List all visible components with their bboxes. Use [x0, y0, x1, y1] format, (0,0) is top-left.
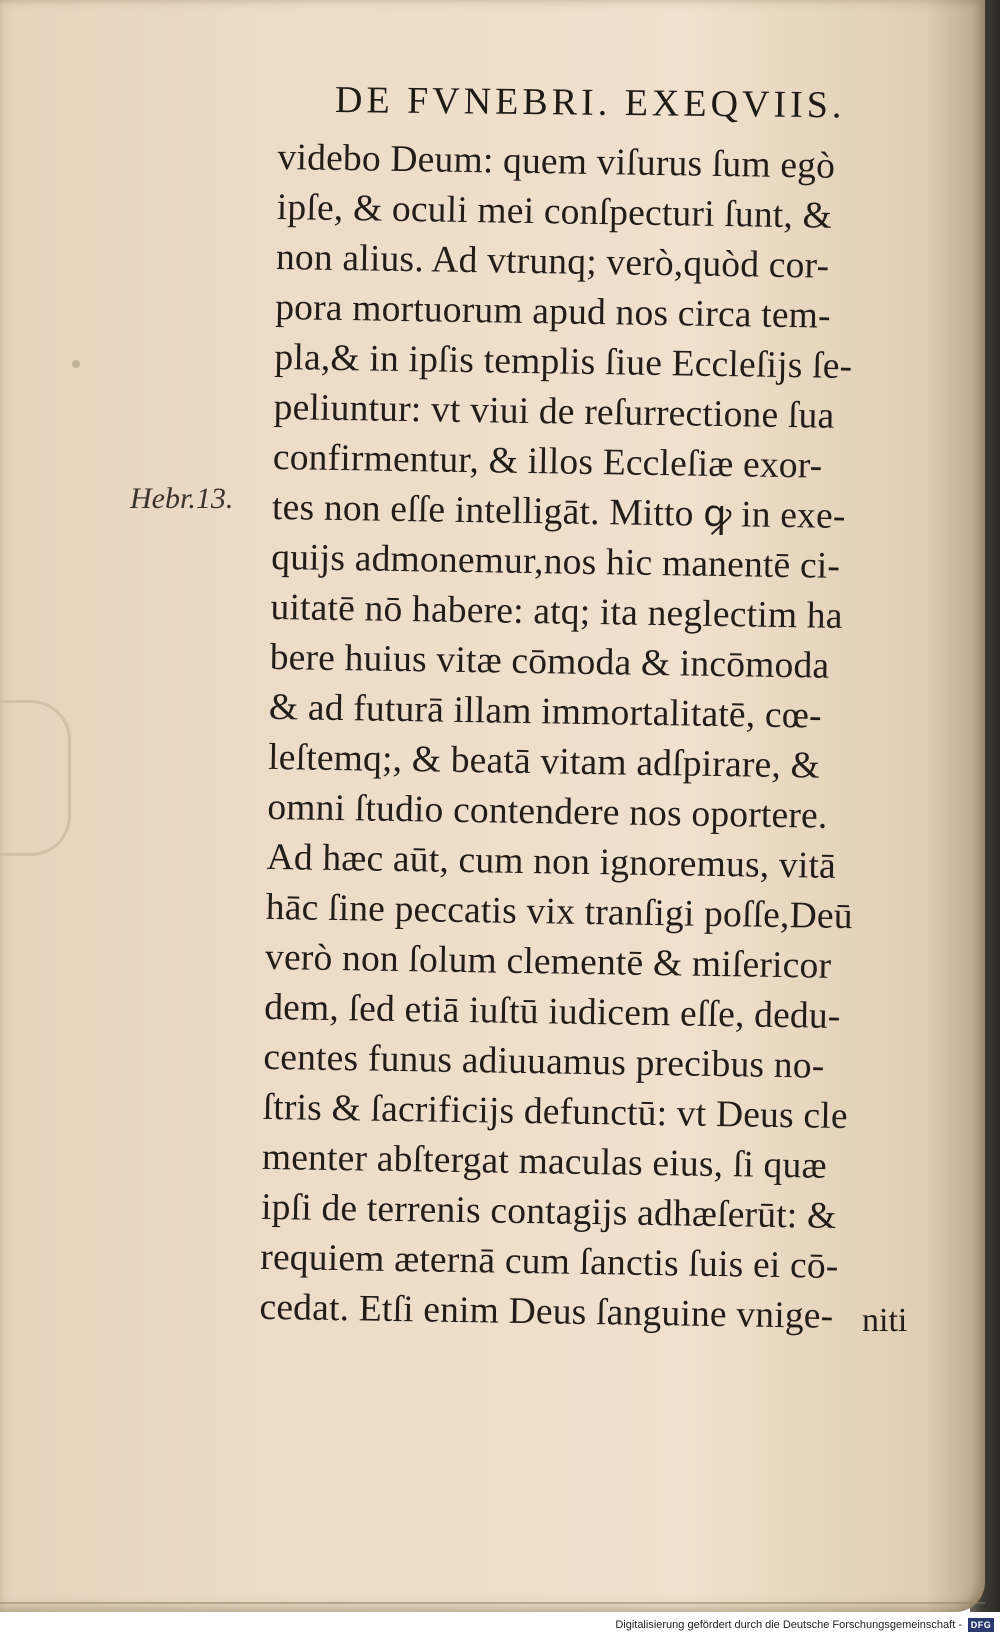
text-line: non alius. Ad vtrunq; verò,quòd cor-: [275, 236, 830, 287]
clip-impression: [0, 700, 71, 856]
marginal-note: Hebr.13.: [130, 482, 234, 515]
text-line: quijs admonemur,nos hic manentē ci-: [271, 536, 841, 587]
text-line: omni ſtudio contendere nos oportere.: [267, 786, 828, 837]
funding-credit: Digitalisierung gefördert durch die Deutsche Forschungsgemeinschaft -: [615, 1619, 962, 1631]
text-line: requiem æternā cum ſanctis ſuis ei cō-: [260, 1236, 839, 1287]
text-line: pla,& in ipſis templis ſiue Eccleſijs ſe-: [274, 336, 853, 388]
footer-bar: [0, 1612, 1000, 1636]
text-line: bere huius vitæ cōmoda & incōmoda: [269, 636, 830, 687]
text-line: verò non ſolum clementē & miſericor: [264, 936, 832, 987]
body-text: [259, 133, 918, 1343]
text-line: menter abſtergat maculas eius, ſi quæ: [261, 1136, 828, 1187]
text-line: confirmentur, & illos Eccleſiæ exor-: [272, 436, 823, 487]
text-line: tes non eſſe intelligāt. Mitto ꝙ in exe-: [271, 486, 846, 537]
text-line: ipſe, & oculi mei conſpecturi ſunt, &: [276, 186, 833, 237]
text-line: uitatē nō habere: atq; ita neglectim ha: [270, 586, 843, 637]
running-head: DE FVNEBRI. EXEQVIIS.: [334, 79, 846, 127]
dfg-logo: DFG: [968, 1618, 994, 1632]
text-line: ipſi de terrenis contagijs adhæſerūt: &: [260, 1186, 837, 1237]
text-line: dem, ſed etiā iuſtū iudicem eſſe, dedu-: [263, 986, 841, 1037]
text-line: hāc ſine peccatis vix tranſigi poſſe,Deū: [265, 886, 854, 938]
text-line: ſtris & ſacrificijs defunctū: vt Deus cle: [262, 1086, 849, 1138]
text-line: leſtemq;, & beatā vitam adſpirare, &: [267, 736, 821, 787]
text-line: Ad hæc aūt, cum non ignoremus, vitā: [266, 836, 837, 887]
page-edge: [0, 1592, 985, 1604]
text-line: peliuntur: vt viui de reſurrectione ſua: [273, 386, 835, 437]
paper-spot: [72, 360, 80, 368]
catchword: niti: [862, 1302, 908, 1339]
text-line: centes funus adiuuamus precibus no-: [263, 1036, 825, 1087]
text-line: & ad futurā illam immortalitatē, cœ-: [268, 686, 823, 737]
text-line: cedat. Etſi enim Deus ſanguine vnige-: [259, 1286, 834, 1337]
text-line: pora mortuorum apud nos circa tem-: [274, 286, 832, 337]
text-line: videbo Deum: quem viſurus ſum egò: [277, 136, 836, 187]
